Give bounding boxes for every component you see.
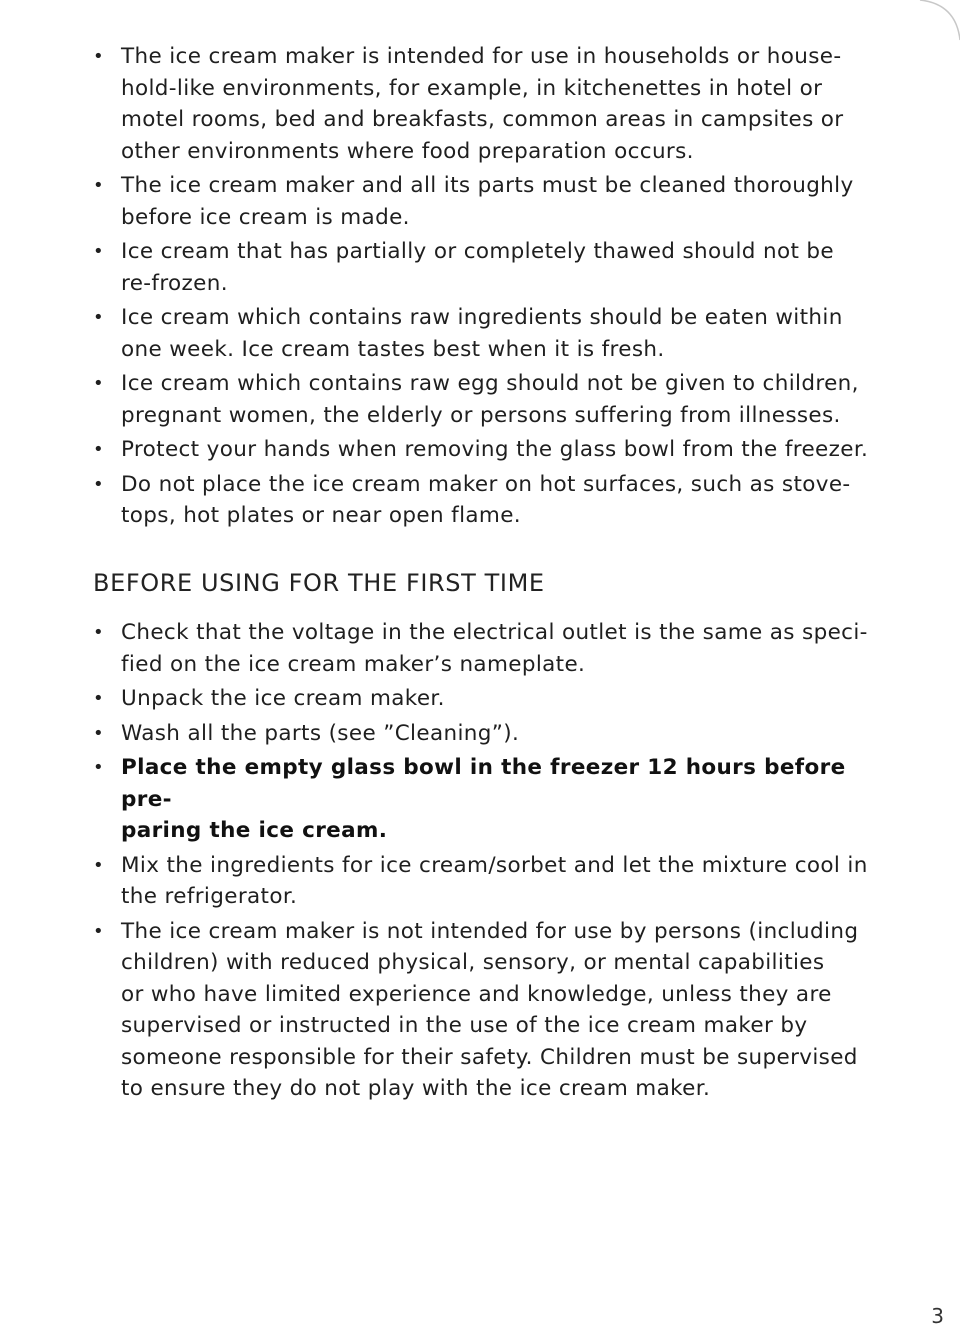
bullet-icon: • (93, 241, 104, 262)
bullet-icon: • (93, 46, 104, 67)
bullet-icon: • (93, 854, 104, 876)
list-item-text: Do not place the ice cream maker on hot surfaces, such as stove- tops, hot plates or near open flame. (121, 471, 851, 528)
list-item (93, 368, 893, 431)
bullet-icon: • (93, 722, 104, 744)
page-curl-decoration (910, 0, 960, 60)
list-item (93, 41, 893, 167)
bullet-icon: • (93, 622, 104, 643)
bullet-icon: • (93, 307, 104, 328)
list-item (93, 434, 893, 466)
list-item (93, 170, 893, 233)
list-item-text: Ice cream which contains raw ingredients should be eaten within one week. Ice cream tastes best when it is fresh. (121, 305, 843, 362)
bullet-icon: • (93, 473, 104, 495)
list-item-text: Ice cream which contains raw egg should not be given to children, pregnant women, the elderly or persons suffering from illnesses. (121, 371, 859, 428)
list-item-text: Place the empty glass bowl in the freezer 12 hours before pre- paring the ice cream. (121, 755, 846, 843)
bullet-icon: • (93, 920, 104, 942)
list-item-text: Protect your hands when removing the glass bowl from the freezer. (121, 437, 869, 462)
list-item-text: Unpack the ice cream maker. (121, 686, 445, 711)
list-item-text: Wash all the parts (see ”Cleaning”). (121, 720, 520, 746)
section-heading: BEFORE USING FOR THE FIRST TIME (93, 569, 545, 597)
list-item-text: The ice cream maker and all its parts must be cleaned thoroughly before ice cream is made. (121, 173, 854, 230)
list-item-text: The ice cream maker is intended for use in households or house- hold-like environments, for example, in kitchenettes in hotel or motel rooms, bed and breakfasts, common areas in campsites or other environments where food preparation occurs. (121, 44, 844, 164)
list-item (93, 916, 893, 1105)
list-item-emphasized (93, 752, 893, 847)
list-item-text: The ice cream maker is not intended for use by persons (including children) with reduced physical, sensory, or mental capabilities or who have limited experience and knowledge, unless they are supervised or instructed in the use of the ice cream maker by someone responsible for their safety. Children must be supervised to ensure they do not play with the ice cream maker. (121, 918, 859, 1101)
list-item (93, 469, 893, 532)
bullet-icon: • (93, 439, 104, 460)
bullet-icon: • (93, 688, 104, 709)
list-item (93, 236, 893, 299)
list-item-text: Ice cream that has partially or completely thawed should not be re-frozen. (121, 239, 835, 296)
bullet-icon: • (93, 373, 104, 394)
list-item (93, 718, 893, 750)
list-item (93, 302, 893, 365)
list-item (93, 617, 893, 680)
bullet-icon: • (93, 757, 104, 778)
first-use-instructions-list (93, 617, 893, 1108)
list-item-text: Check that the voltage in the electrical outlet is the same as speci- fied on the ice cream maker’s nameplate. (121, 620, 868, 677)
bullet-icon: • (93, 175, 104, 196)
page-number: 3 (931, 1304, 944, 1328)
safety-instructions-list (93, 41, 893, 535)
list-item-text: Mix the ingredients for ice cream/sorbet and let the mixture cool in the refrigerator. (121, 852, 868, 909)
list-item (93, 850, 893, 913)
list-item (93, 683, 893, 715)
